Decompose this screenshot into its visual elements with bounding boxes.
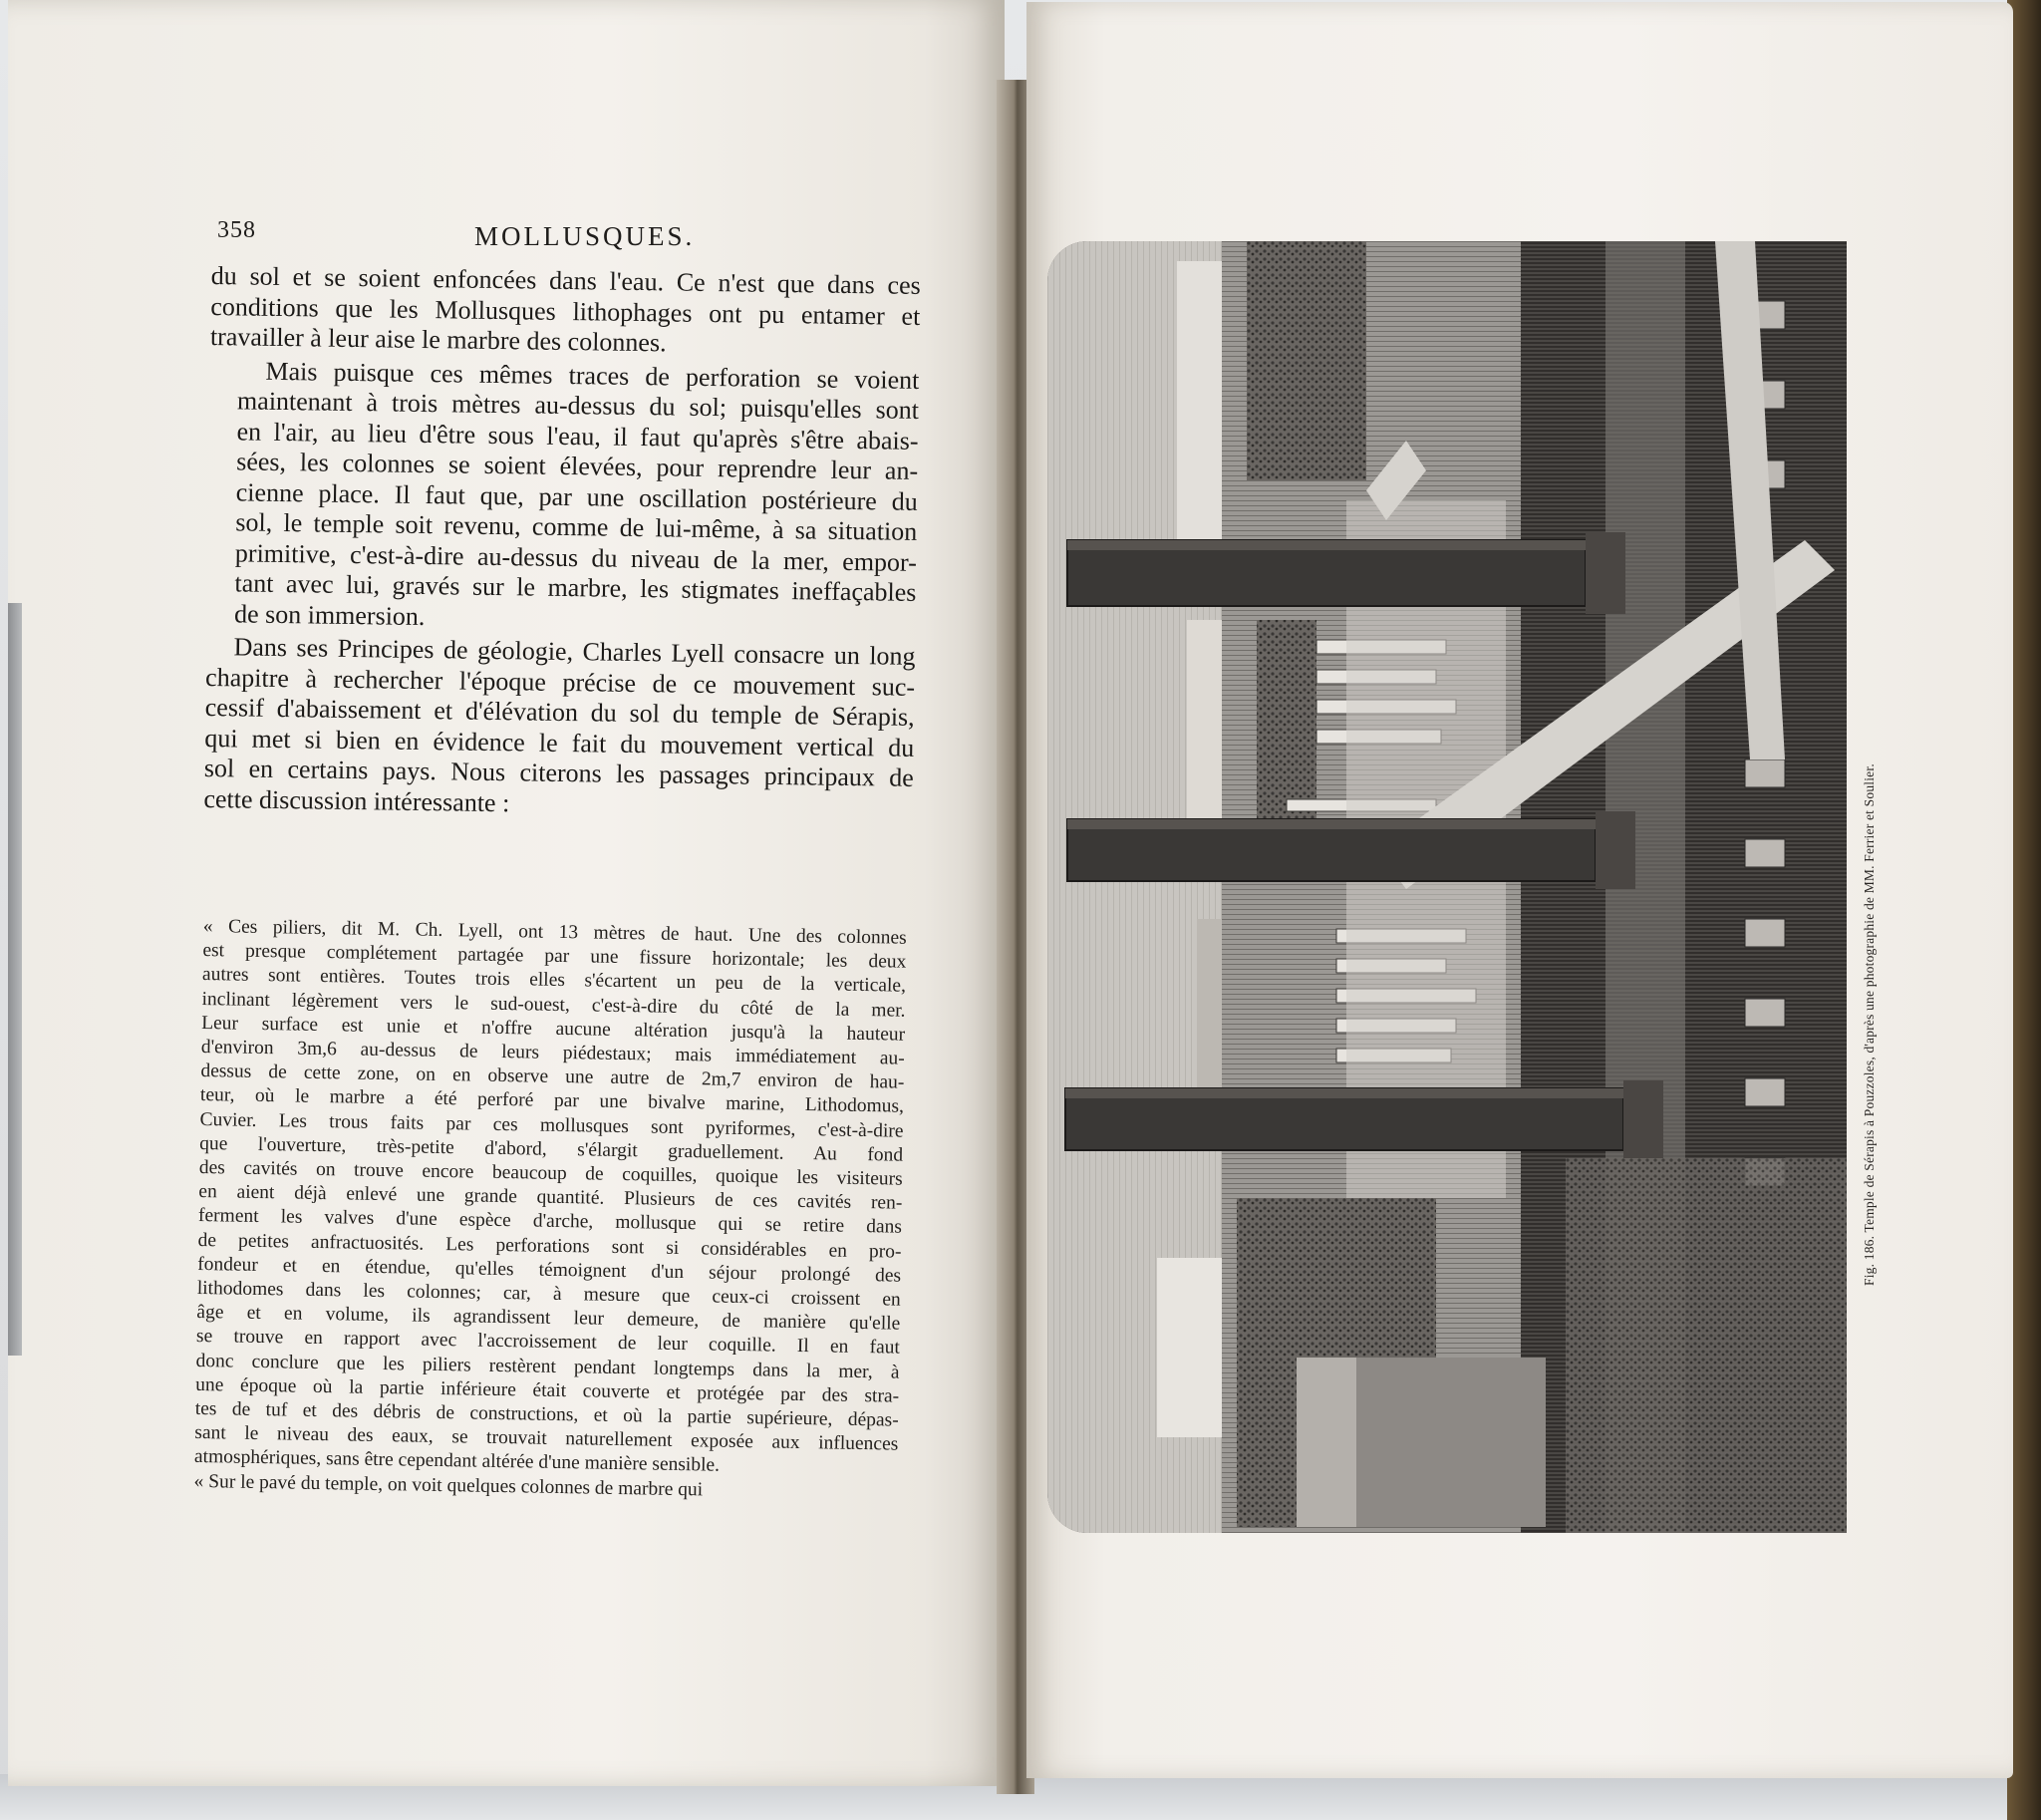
trees [1257, 620, 1316, 849]
body-text [203, 261, 921, 824]
column-base [1596, 811, 1635, 889]
quote-line: en aient déjà enlevé une grande quantité. Plusieurs de ces cavités ren- [198, 1181, 903, 1214]
quote-line: âge et en volume, ils agrandissent leur demeure, de manière qu'elle [196, 1302, 901, 1335]
text-line: du sol et se soient enfoncées dans l'eau. Ce n'est que dans ces [210, 261, 921, 300]
text-line: sol, le temple soit revenu, comme de lui-même, à sa situation [235, 507, 918, 546]
figure-caption: Fig. 186. Temple de Sérapis à Pouzzoles, d'après une photographie de MM. Ferrier et Soulier. [1862, 763, 1877, 1286]
quote-line: que l'ouverture, très-petite d'abord, s'élargit graduellement. Au fond [199, 1132, 904, 1166]
text-line: maintenant à trois mètres au-dessus du sol; puisqu'elles sont [236, 386, 920, 425]
page-number: 358 [217, 217, 256, 243]
text-line: chapitre à rechercher l'époque précise de ce mouvement suc- [204, 662, 916, 702]
quote-line: autres sont entières. Toutes trois elles s'écartent un peu de la verticale, [201, 964, 907, 998]
quote-line: tes de tuf et des débris de constructions, et où la partie supérieure, dépas- [194, 1397, 899, 1431]
text-line: cette discussion intéressante : [203, 783, 510, 817]
text-line: de son immersion. [233, 598, 426, 631]
quote-line: d'environ 3m,6 au-dessus de leurs piédestaux; mais immédiatement au- [200, 1036, 905, 1069]
column-2-highlight [1067, 819, 1596, 829]
quote-line: ferment les valves d'une espèce d'arche, mollusque qui se retire dans [197, 1205, 903, 1239]
temple-engraving [1047, 241, 1847, 1533]
column-base [1586, 532, 1625, 614]
quote-line: sant le niveau des eaux, se trouvait naturellement exposée aux influences [194, 1422, 899, 1455]
running-title: MOLLUSQUES. [474, 221, 696, 251]
text-line: primitive, c'est-à-dire au-dessus du niveau de la mer, empor- [234, 537, 918, 577]
text-line: sées, les colonnes se soient élevées, pour reprendre leur an- [235, 447, 919, 485]
quote-line: atmosphériques, sans être cependant altérée d'une manière sensible. [193, 1446, 721, 1477]
text-line: sol en certains pays. Nous citerons les passages principaux de [203, 753, 915, 792]
foreground-rubble [1566, 1158, 1847, 1533]
quote-line: des cavités on trouve encore beaucoup de coquilles, quoique les visiteurs [198, 1156, 903, 1190]
quote-line: teur, où le marbre a été perforé par une bivalve marine, Lithodomus, [199, 1084, 905, 1118]
quote-line: une époque où la partie inférieure était couverte et protégée par des stra- [195, 1373, 900, 1407]
text-line: qui met si bien en évidence le fait du mouvement vertical du [204, 723, 915, 762]
column-base [1623, 1080, 1663, 1158]
quote-line: se trouve en rapport avec l'accroissement de leur coquille. Il en faut [195, 1326, 901, 1360]
column-3-highlight [1065, 1088, 1623, 1098]
paragraph-1 [210, 261, 921, 362]
foreground-structure [1297, 1358, 1356, 1527]
quote-line: lithodomes dans les colonnes; car, à mesure que ceux-ci croissent en [196, 1277, 901, 1311]
text-line: cienne place. Il faut que, par une oscillation postérieure du [235, 476, 918, 516]
quote-line: de petites anfractuosités. Les perforations sont si considérables en pro- [197, 1229, 902, 1263]
quote-line: fondeur et en étendue, qu'elles témoignent d'un séjour prolongé des [197, 1253, 902, 1287]
paragraph-2 [206, 355, 920, 638]
bookmark-ribbon [8, 603, 22, 1356]
quote-line: « Ces piliers, dit M. Ch. Lyell, ont 13 mètres de haut. Une des colonnes [202, 915, 907, 949]
paragraph-3 [203, 632, 915, 824]
quote-line: donc conclure que les piliers restèrent pendant longtemps dans la mer, à [195, 1350, 900, 1383]
trees [1247, 241, 1366, 480]
column-1-highlight [1067, 540, 1586, 550]
text-line: cessif d'abaissement et d'élévation du sol du temple de Sérapis, [204, 692, 915, 732]
text-line: Mais puisque ces mêmes traces de perforation se voient [265, 356, 920, 395]
quote-line: « Sur le pavé du temple, on voit quelques colonnes de marbre qui [193, 1470, 704, 1501]
quote-line: inclinant légèrement vers le sud-ouest, c'est-à-dire du côté de la mer. [201, 988, 906, 1022]
quote-line: Leur surface est unie et n'offre aucune altération jusqu'à la hauteur [201, 1012, 906, 1046]
text-line: travailler à leur aise le marbre des colonnes. [209, 321, 667, 358]
quote-line: Cuvier. Les trous faits par ces mollusques sont pyriformes, c'est-à-dire [199, 1108, 904, 1142]
text-line: Dans ses Principes de géologie, Charles Lyell consacre un long [233, 632, 916, 671]
text-line: tant avec lui, gravés sur le marbre, les stigmates ineffaçables [234, 568, 917, 607]
text-line: conditions que les Mollusques lithophages ont pu entamer et [210, 291, 921, 331]
lyell-quotation [193, 915, 907, 1506]
engraving-illustration [1047, 241, 1847, 1533]
text-line: en l'air, au lieu d'être sous l'eau, il faut qu'après s'être abais- [236, 416, 919, 455]
quote-line: dessus de cette zone, on en observe une autre de 2m,7 environ de hau- [200, 1061, 905, 1093]
quote-line: est presque complétement partagée par une fissure horizontale; les deux [202, 940, 907, 973]
